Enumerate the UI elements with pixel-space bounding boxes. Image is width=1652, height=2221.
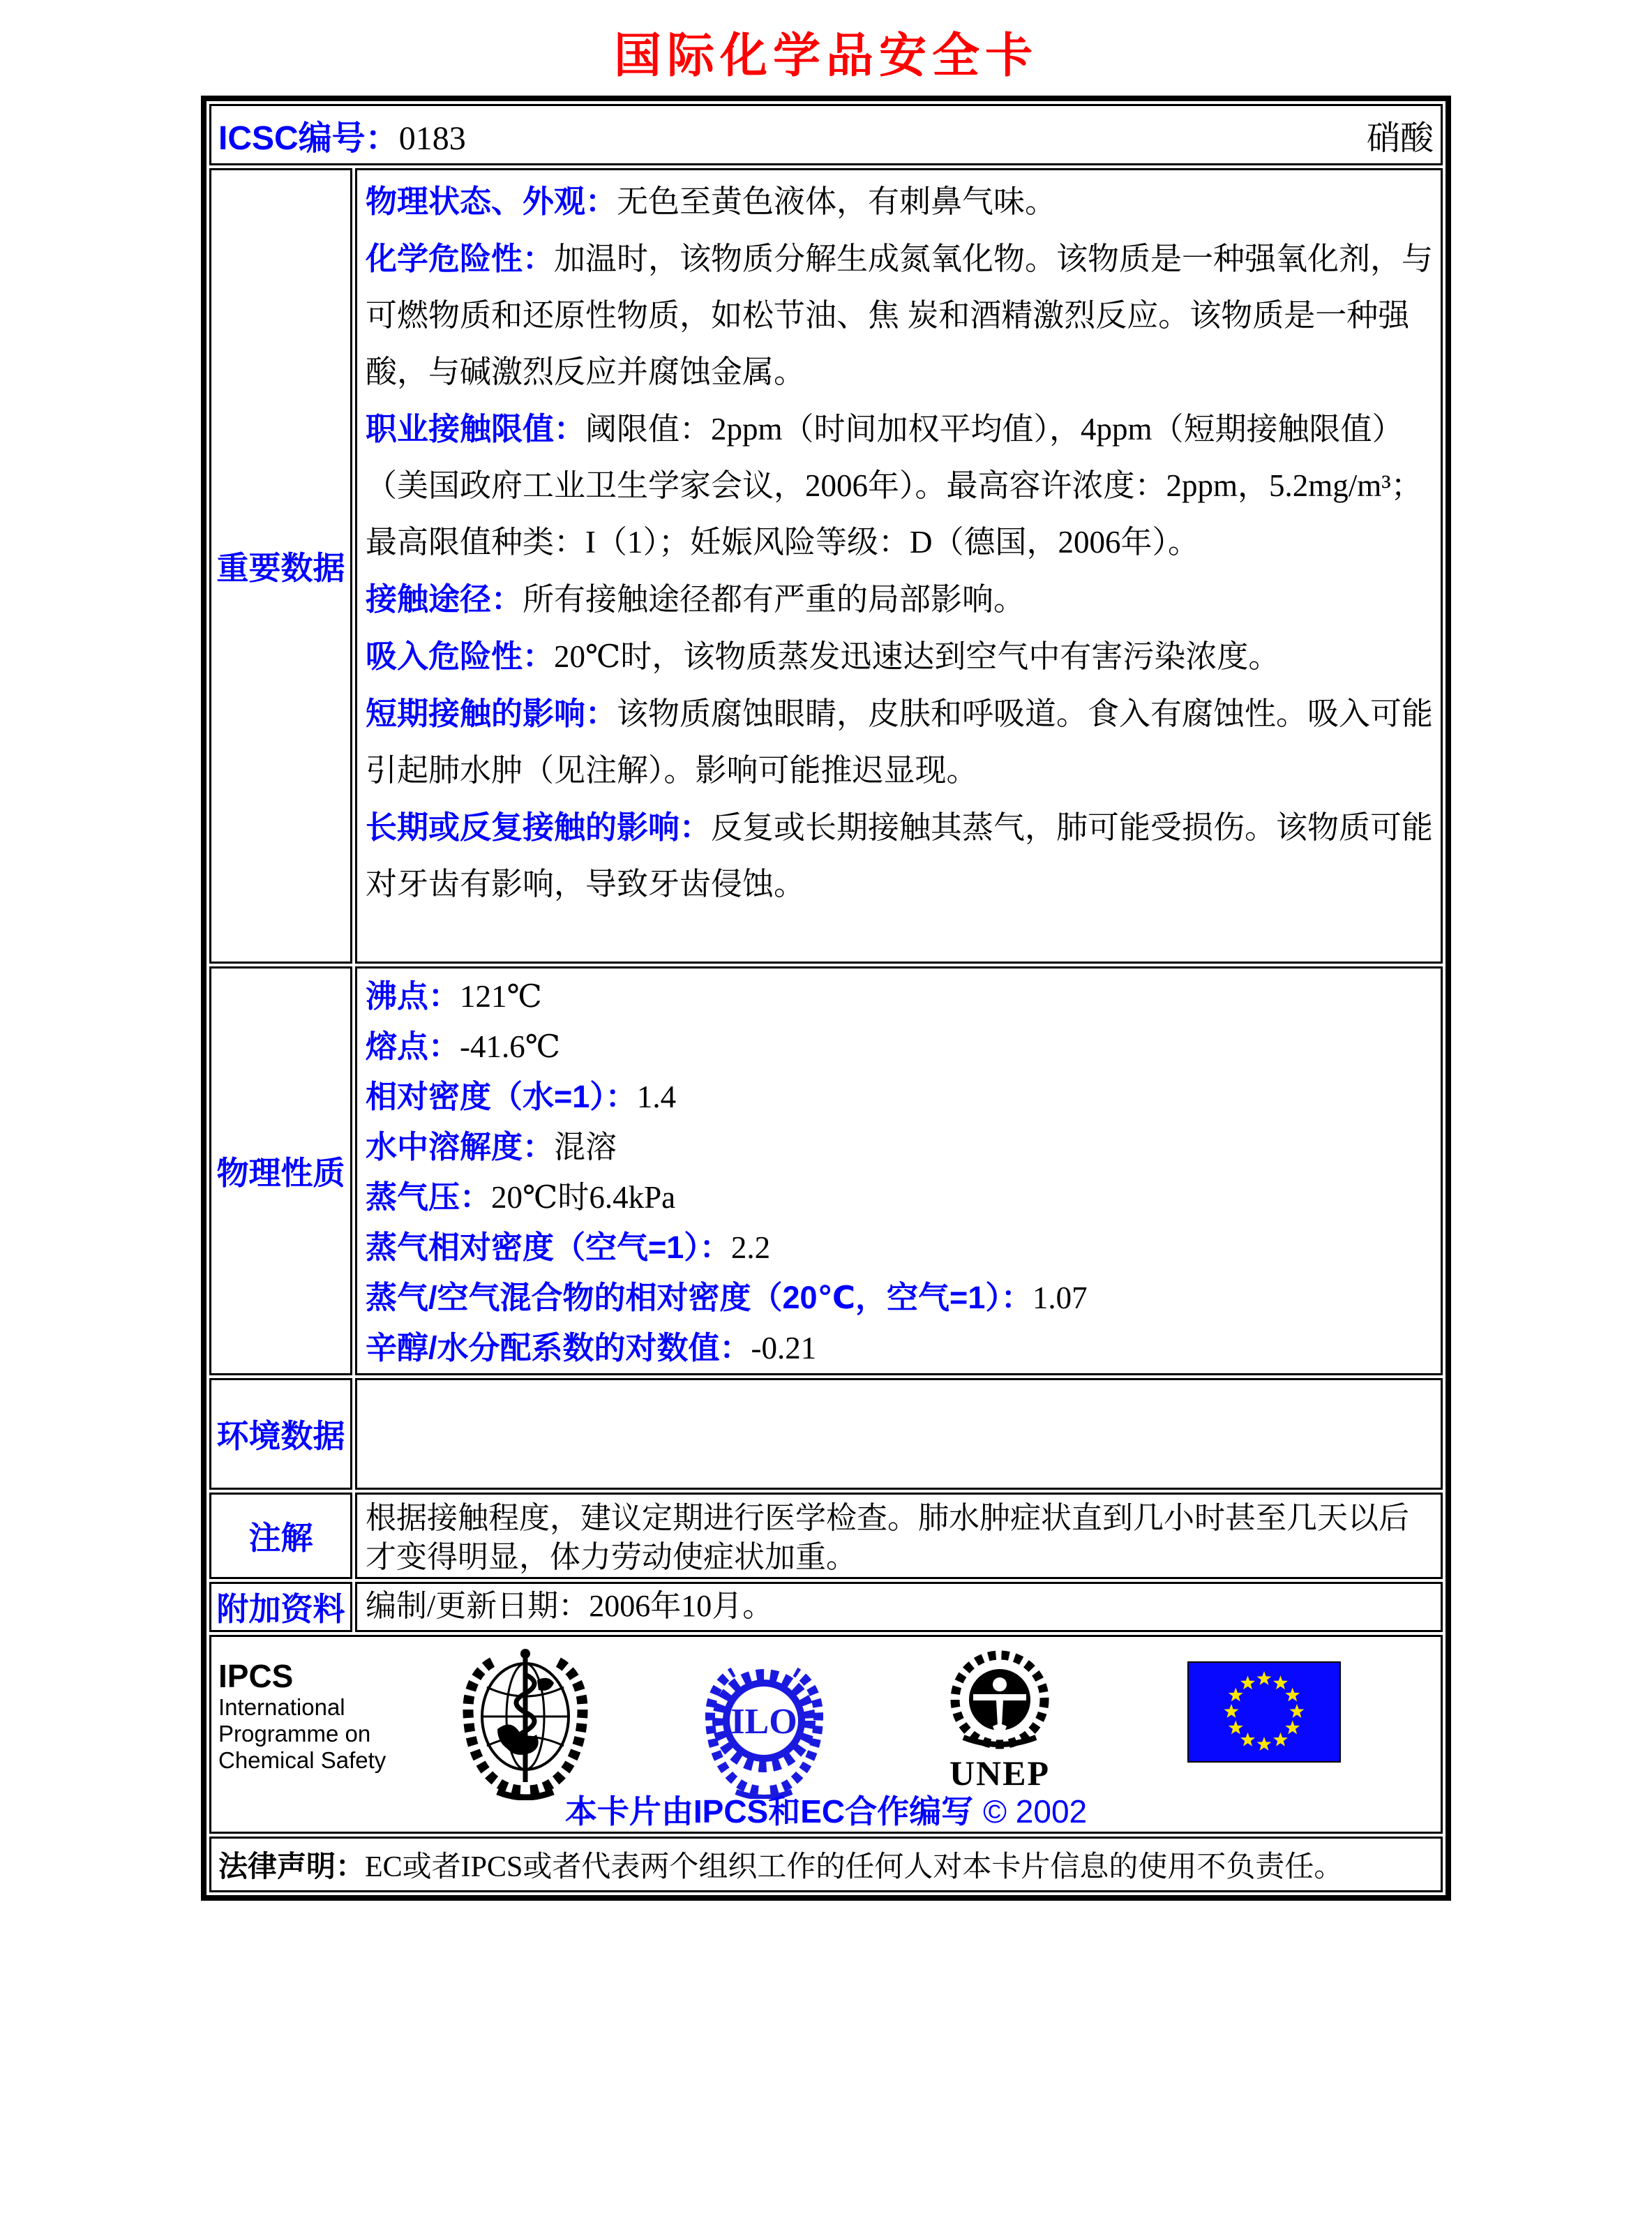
property-item-value: 20℃时6.4kPa (491, 1180, 676, 1215)
logos-row (209, 1635, 1443, 1834)
ipcs-text-block (218, 1658, 386, 1774)
property-item-value: 1.07 (1032, 1280, 1088, 1315)
chemical-name: 硝酸 (1366, 119, 1434, 157)
property-item (366, 1122, 1434, 1172)
property-item-label: 熔点： (366, 1029, 460, 1064)
data-item-text: 该物质腐蚀眼睛，皮肤和呼吸道。食入有腐蚀性。吸入可能引起肺水肿（见注解）。影响可能推迟显现。 (366, 696, 1434, 788)
ilo-emblem-icon (700, 1651, 829, 1802)
unep-label: UNEP (949, 1753, 1051, 1793)
property-item-value: 121℃ (460, 979, 542, 1014)
icsc-number-label: ICSC编号： (218, 119, 399, 157)
notes-row-label: 注解 (209, 1493, 352, 1579)
physical-properties-row (209, 966, 1443, 1375)
property-item (366, 971, 1434, 1022)
data-item (366, 571, 1434, 628)
data-item-text: 所有接触途径都有严重的局部影响。 (523, 582, 1026, 617)
icsc-number-value: 0183 (398, 119, 466, 157)
property-item-label: 相对密度（水=1）： (366, 1079, 637, 1114)
data-item-text: 阈限值：2ppm（时间加权平均值），4ppm（短期接触限值）（美国政府工业卫生学家会议，2006年）。最高容许浓度：2ppm，5.2mg/m³；最高限值种类：I（1）；妊娠风险等级：D（德国，2006年）。 (366, 412, 1422, 560)
property-item-value: 2.2 (730, 1230, 771, 1265)
property-item (366, 1273, 1434, 1323)
legal-label: 法律声明： (218, 1850, 366, 1883)
important-data-content (355, 168, 1443, 964)
data-item-label: 吸入危险性： (366, 638, 555, 674)
data-item-label: 职业接触限值： (366, 411, 586, 447)
property-item-value: -41.6℃ (460, 1029, 561, 1064)
property-item-label: 蒸气/空气混合物的相对密度（20℃，空气=1）： (366, 1280, 1032, 1315)
logos-cell (209, 1635, 1443, 1834)
data-item (366, 799, 1434, 913)
environmental-data-row-label: 环境数据 (209, 1378, 352, 1490)
footer-caption (211, 1786, 1441, 1832)
icsc-number-group (218, 111, 466, 159)
property-item-value: -0.21 (751, 1331, 817, 1366)
physical-properties-content (355, 966, 1443, 1375)
data-item-text: 20℃时，该物质蒸发迅速达到空气中有害污染浓度。 (554, 639, 1280, 674)
data-item-text: 反复或长期接触其蒸气，肺可能受损伤。该物质可能对牙齿有影响，导致牙齿侵蚀。 (366, 810, 1434, 902)
legal-row (209, 1837, 1443, 1892)
property-item (366, 1222, 1434, 1273)
data-item (366, 401, 1434, 571)
data-item-text: 加温时，该物质分解生成氮氧化物。该物质是一种强氧化剂，与可燃物质和还原性物质，如松节油、焦 炭和酒精激烈反应。该物质是一种强酸，与碱激烈反应并腐蚀金属。 (366, 241, 1434, 389)
ipcs-acronym: IPCS (218, 1658, 294, 1694)
header-cell (209, 104, 1443, 165)
environmental-data-row (209, 1378, 1443, 1490)
data-item (366, 230, 1434, 401)
ilo-letters: ILO (730, 1702, 797, 1742)
data-item (366, 628, 1434, 685)
ipcs-line: Chemical Safety (218, 1747, 386, 1773)
data-item-label: 短期接触的影响： (366, 696, 617, 731)
property-item-label: 水中溶解度： (366, 1129, 555, 1165)
important-data-row-label: 重要数据 (209, 168, 352, 964)
data-item-label: 接触途径： (366, 581, 523, 617)
environmental-data-content (355, 1378, 1443, 1490)
physical-properties-row-label: 物理性质 (209, 966, 352, 1375)
property-item (366, 1022, 1434, 1072)
header-row (209, 104, 1443, 165)
property-item-value: 混溶 (554, 1130, 617, 1165)
page-title: 国际化学品安全卡 (613, 29, 1038, 82)
additional-info-row-label: 附加资料 (209, 1582, 352, 1632)
data-item-label: 长期或反复接触的影响： (366, 809, 712, 845)
notes-row (209, 1493, 1443, 1579)
eu-flag-icon (1187, 1661, 1341, 1766)
caption-text: 本卡片由IPCS和EC合作编写 (564, 1793, 974, 1830)
icsc-card-table (201, 96, 1451, 1901)
legal-cell (209, 1837, 1443, 1892)
property-item (366, 1072, 1434, 1122)
property-item-label: 蒸气压： (366, 1179, 492, 1215)
additional-info-row (209, 1582, 1443, 1632)
ipcs-line: International (218, 1694, 345, 1720)
who-emblem-icon (459, 1645, 592, 1804)
data-item (366, 173, 1434, 230)
legal-text: EC或者IPCS或者代表两个组织工作的任何人对本卡片信息的使用不负责任。 (365, 1851, 1344, 1883)
property-item-label: 辛醇/水分配系数的对数值： (366, 1330, 751, 1366)
property-item (366, 1323, 1434, 1373)
property-item-label: 蒸气相对密度（空气=1）： (366, 1229, 731, 1265)
notes-content: 根据接触程度，建议定期进行医学检查。肺水肿症状直到几小时甚至几天以后才变得明显，体力劳动使症状加重。 (355, 1493, 1443, 1579)
property-item (366, 1172, 1434, 1222)
data-item (366, 685, 1434, 799)
property-item-value: 1.4 (636, 1079, 677, 1114)
ipcs-line: Programme on (218, 1721, 371, 1747)
data-item-label: 物理状态、外观： (366, 184, 617, 219)
copyright-text: © 2002 (983, 1793, 1088, 1830)
property-item-label: 沸点： (366, 978, 460, 1014)
data-item-text: 无色至黄色液体，有刺鼻气味。 (617, 184, 1057, 219)
data-item-label: 化学危险性： (366, 241, 555, 276)
additional-info-content: 编制/更新日期：2006年10月。 (355, 1582, 1443, 1632)
important-data-row (209, 168, 1443, 964)
